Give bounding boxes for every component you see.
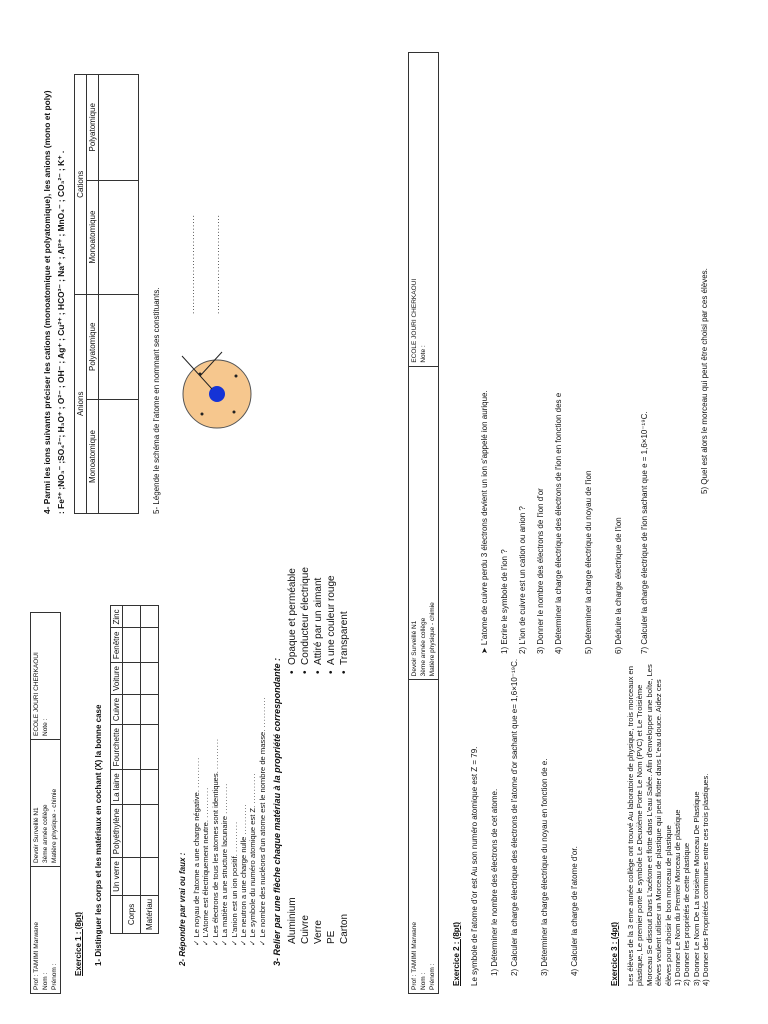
list-item: • Conducteur électrique xyxy=(300,567,311,674)
list-item: Carton xyxy=(339,913,350,944)
table-row xyxy=(99,75,139,514)
teacher: Prof : TAMIMI Marwane xyxy=(411,921,418,990)
firstname-field: Prénom : xyxy=(429,963,436,990)
ex2-b4: 4) Déterminer la charge électrique des électrons de l'ion en fonction des e xyxy=(554,392,563,654)
header-box xyxy=(408,52,439,994)
true-false-list xyxy=(192,696,267,946)
electron-dot xyxy=(201,413,204,416)
ions-list: : Fe³⁺ ;NO₃⁻ ;SO₄²⁻; H₃O⁺ ; O²⁻ ; OH⁻ ; Ag⁺ ; Cu²⁺ ; HCO³⁻ ; Na⁺ ; Al³⁺ ; MnO₄⁻ ; CO₃²⁻ ; K⁺ . xyxy=(56,150,66,514)
list-item: PE xyxy=(326,930,337,944)
ex2-b6: 6) Déduire la charge électrique de l'ion xyxy=(614,517,623,654)
list-item: Aluminium xyxy=(287,897,298,944)
ex3-title: Exercice 3 : (4pt) xyxy=(610,921,619,986)
level: 3ème année collège xyxy=(42,804,49,863)
ex2-intro: Le symbole de l'atome d'or est Au son numéro atomique est Z = 79. xyxy=(470,746,479,986)
ex2-title: Exercice 2 : (8pt) xyxy=(452,921,461,986)
ex2-b2: 2) L'ion de cuivre est un cation ou anion ? xyxy=(518,506,527,654)
subject: Matière physique - chimie xyxy=(51,788,58,863)
list-item: ✓ Le neutron a une charge nulle .......... xyxy=(239,803,249,946)
exam-title: Devoir Surveillé N1 xyxy=(411,620,418,677)
list-item: ✓ Le nombre des nucléons d'un atome est le nombre de masse. .......... xyxy=(257,696,267,946)
list-item: • Attiré par un aimant xyxy=(313,577,324,674)
list-item: ✓ Le noyau de l'atome a une charge négative. .......... xyxy=(192,756,201,946)
list-item: Verre xyxy=(313,920,324,944)
page-right xyxy=(400,34,745,994)
list-item: ✓ Les électrons de tous les atomes sont identiques. .......... xyxy=(210,737,220,946)
teacher: Prof : TAMIMI Marwane xyxy=(33,921,40,990)
exam-title: Devoir Surveillé N1 xyxy=(33,807,40,863)
table-row: Corps xyxy=(123,606,141,934)
list-item: • Transparent xyxy=(339,611,350,674)
list-item: ✓ Le symbole du numéro atomique est Z. .......... xyxy=(248,772,258,946)
ex2-b7: 7) Calculer la charge électrique de l'ion sachant que e = 1,6×10⁻¹⁹C. xyxy=(640,411,649,654)
school: ECOLE JOURI CHERKAOUI xyxy=(33,652,40,736)
ex2-b1: 1) Ecrire le symbole de l'ion ? xyxy=(500,549,509,654)
legend-blank[interactable]: ............................... xyxy=(187,214,196,314)
table-row: Matériau xyxy=(141,606,159,934)
materials-list xyxy=(286,897,351,944)
list-item: ✓ L'anion est un ion positif. .......... xyxy=(229,820,239,946)
ex1-q1: 1- Distinguer les corps et les matériaux en cochant (X) la bonne case xyxy=(94,704,103,966)
level: 3ème année collège xyxy=(420,617,427,677)
list-item: • A une couleur rouge xyxy=(326,575,337,674)
page-left xyxy=(22,34,352,994)
corps-materiau-table xyxy=(110,605,159,934)
list-item: ✓ La matière a une structure lacunaire .......... xyxy=(220,782,230,946)
name-field: Nom : xyxy=(420,972,427,990)
list-item: • Opaque et perméable xyxy=(287,568,298,674)
ex2-copper: ➤ L'atome de cuivre perdu 3 électrons devient un ion s'appelé ion aurique. xyxy=(480,390,489,654)
atom-schema xyxy=(172,344,262,434)
ex3-text: Les élèves de la 3 eme année collège ont trouvé Au laboratoire de physique, trois morceaux en plastique, Le premier porte le symbole Le Deuxième Porte Le Nom (PVC) et Le Troisième Morceau Se dissout Dans L'acétone et flotte dans L'eau Salée. Afin d'envelopper une boîte, Les élèves veulent utiliser un Morceau de plastique qui peut flotter dans L'eau douce. Aidez ces élèves pour choisir le bon morceau de plastique 1) Donner Le Nom du Premier Morceau de plastique 2) Donner les propriétés de cette plastique 3) Donner Le Nom De La troisième Morceau De Plastique 4) Donner des Propriétés communes entre ces trois plastiques. xyxy=(626,664,711,986)
firstname-field: Prénom : xyxy=(51,963,58,990)
ex1-title: Exercice 1 : (8pt) xyxy=(74,911,83,976)
table-row: Anions Cations xyxy=(75,75,87,514)
properties-list xyxy=(286,567,351,674)
ex1-q4: 4- Parmi les ions suivants préciser les cations (monoatomique et polyatomique), les anions (mono et poly) xyxy=(42,90,52,514)
subject: Matière physique - chimie xyxy=(429,602,436,677)
list-item: ✓ L'Atome est électriquement neutre. .......... xyxy=(201,786,211,946)
ex1-q3: 3- Relier par une flèche chaque matériau à la propriété correspondante : xyxy=(272,657,282,966)
table-row: Un verre Polyéthylène La laine Fourchette Cuivre Voiture Fenêtre Zinc xyxy=(111,606,123,934)
ex1-q2: 2- Répondre par vrai ou faux : xyxy=(178,852,187,966)
header-box xyxy=(30,612,61,994)
ex1-q5: 5- Légende le schéma de l'atome en nommant ses constituants. xyxy=(152,287,161,514)
school: ECOLE JOURI CHERKAOUI xyxy=(411,278,418,363)
note-field: Note : xyxy=(420,345,427,363)
legend-blank[interactable]: ............................... xyxy=(212,214,221,314)
note-field: Note : xyxy=(42,718,49,736)
ex2-q1: 1) Déterminer le nombre des électrons de cet atome. xyxy=(490,788,499,976)
ex2-b5: 5) Déterminer la charge électrique du noyau de l'ion xyxy=(584,470,593,654)
ions-table xyxy=(74,74,139,514)
ex2-q4: 4) Calculer la charge de l'atome d'or. xyxy=(570,846,579,976)
list-item: Cuivre xyxy=(300,915,311,944)
electron-dot xyxy=(235,375,238,378)
name-field: Nom : xyxy=(42,972,49,990)
electron-dot xyxy=(233,411,236,414)
ex2-q2: 2) Calculer la charge électrique des électrons de l'atome d'or sachant que e= 1,6×10⁻¹⁹C. xyxy=(510,658,519,976)
ex3-q5: 5) Quel est alors le morceau qui peut être choisi par ces élèves. xyxy=(700,268,709,494)
ex2-q3: 3) Déterminer la charge électrique du noyau en fonction de e. xyxy=(540,758,549,976)
ex2-b3: 3) Donner le nombre des électrons de l'ion d'or xyxy=(536,488,545,654)
table-row: Monoatomique Polyatomique Monoatomique Polyatomique xyxy=(87,75,99,514)
